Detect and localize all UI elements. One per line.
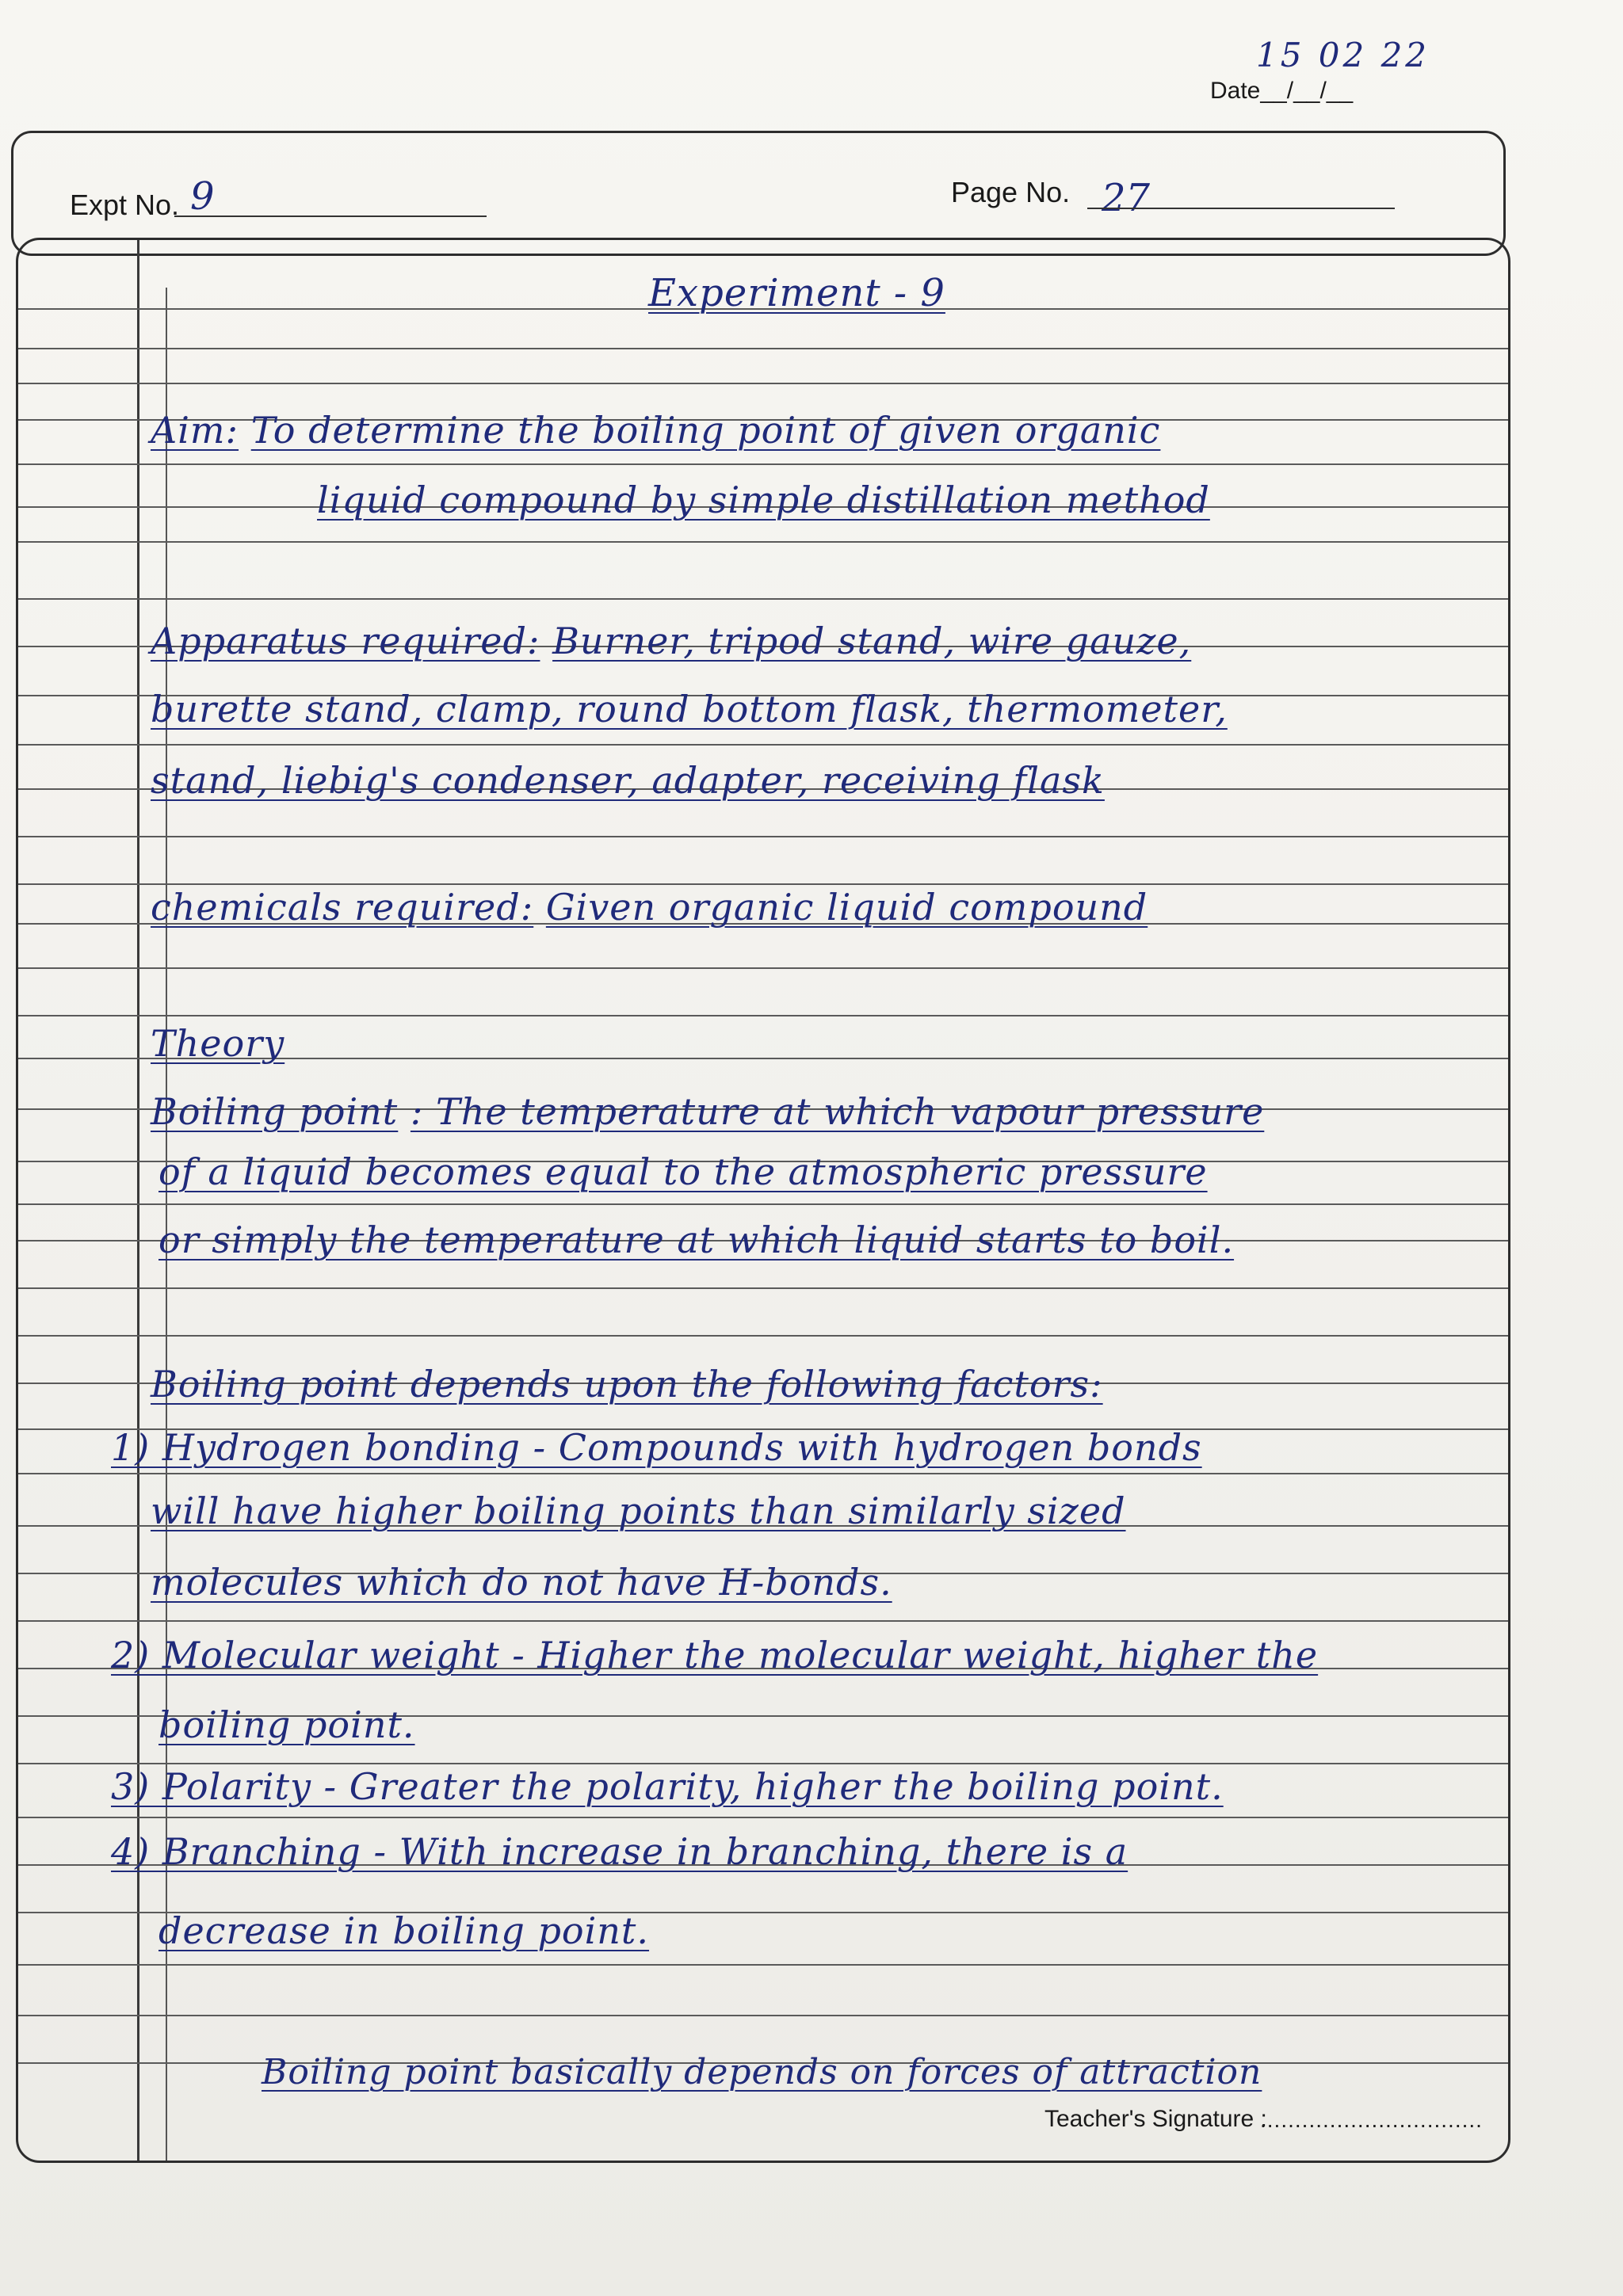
bp-line-2: of a liquid becomes equal to the atmospheric pressure: [158, 1150, 1208, 1193]
chemicals-label: chemicals required:: [151, 886, 534, 929]
date-label-text: Date: [1210, 78, 1261, 104]
page-no-value: 27: [1102, 176, 1151, 220]
rule-line: [18, 1817, 1508, 1818]
aim-line-2: liquid compound by simple distillation method: [317, 479, 1210, 521]
aim-line-1: [151, 409, 1160, 452]
aim-text-1: To determine the boiling point of given organic: [250, 409, 1161, 452]
date-handwritten: 15 02 22: [1256, 36, 1430, 74]
rule-line: [18, 383, 1508, 384]
factor-3-line-1: 3) Polarity - Greater the polarity, higher the boiling point.: [111, 1765, 1224, 1808]
bp-label: Boiling point: [151, 1090, 399, 1133]
bp-text-1: : The temperature at which vapour pressure: [410, 1090, 1265, 1133]
rule-line: [18, 463, 1508, 465]
rule-line: [18, 1473, 1508, 1474]
factor-2-line-2: boiling point.: [158, 1703, 415, 1746]
apparatus-line-2: burette stand, clamp, round bottom flask, thermometer,: [151, 688, 1228, 730]
factors-heading: Boiling point depends upon the following factors:: [151, 1363, 1103, 1405]
factor-1-line-2: will have higher boiling points than similarly sized: [151, 1489, 1126, 1532]
bp-line-3: or simply the temperature at which liquid starts to boil.: [158, 1219, 1235, 1261]
factor-2-line-1: 2) Molecular weight - Higher the molecular weight, higher the: [111, 1634, 1319, 1676]
rule-line: [18, 883, 1508, 885]
expt-no-value: 9: [190, 174, 215, 219]
page-no-label: Page No.: [951, 176, 1071, 208]
page-no-line: [1087, 208, 1395, 209]
rule-line: [18, 598, 1508, 600]
factor-4-line-1: 4) Branching - With increase in branching, there is a: [111, 1830, 1128, 1873]
date-label: [1210, 78, 1353, 105]
factor-1-line-3: molecules which do not have H-bonds.: [151, 1561, 892, 1604]
chemicals-text: Given organic liquid compound: [545, 886, 1148, 929]
rule-line: [18, 541, 1508, 543]
apparatus-line-1: [151, 620, 1191, 662]
expt-no-line: [174, 215, 487, 217]
rule-line: [18, 1203, 1508, 1205]
date-slashes: __/__/__: [1260, 78, 1354, 104]
rule-line: [18, 836, 1508, 837]
apparatus-line-3: stand, liebig's condenser, adapter, receiving flask: [151, 759, 1105, 802]
teacher-signature-dots: ................................: [1260, 2107, 1483, 2132]
conclusion-line: Boiling point basically depends on forces of attraction: [262, 2052, 1262, 2092]
rule-line: [18, 1763, 1508, 1764]
factor-1-line-1: 1) Hydrogen bonding - Compounds with hydrogen bonds: [111, 1426, 1202, 1469]
aim-label: Aim:: [151, 409, 239, 452]
experiment-title: Experiment - 9: [648, 271, 945, 315]
rule-line: [18, 1335, 1508, 1337]
rule-line: [18, 2015, 1508, 2016]
bp-line-1: [151, 1090, 1264, 1133]
factor-4-line-2: decrease in boiling point.: [158, 1909, 650, 1952]
rule-line: [18, 1287, 1508, 1289]
teacher-signature-label: Teacher's Signature :: [1044, 2106, 1267, 2132]
apparatus-label: Apparatus required:: [151, 620, 540, 662]
rule-line: [18, 348, 1508, 349]
rule-line: [18, 1620, 1508, 1622]
theory-heading: Theory: [151, 1022, 285, 1065]
chemicals-line: [151, 886, 1148, 929]
expt-no-label: Expt No.: [70, 189, 180, 221]
apparatus-text-1: Burner, tripod stand, wire gauze,: [552, 620, 1192, 662]
rule-line: [18, 1015, 1508, 1016]
rule-line: [18, 744, 1508, 746]
ruled-sheet: [16, 238, 1510, 2163]
rule-line: [18, 1964, 1508, 1966]
rule-line: [18, 967, 1508, 969]
